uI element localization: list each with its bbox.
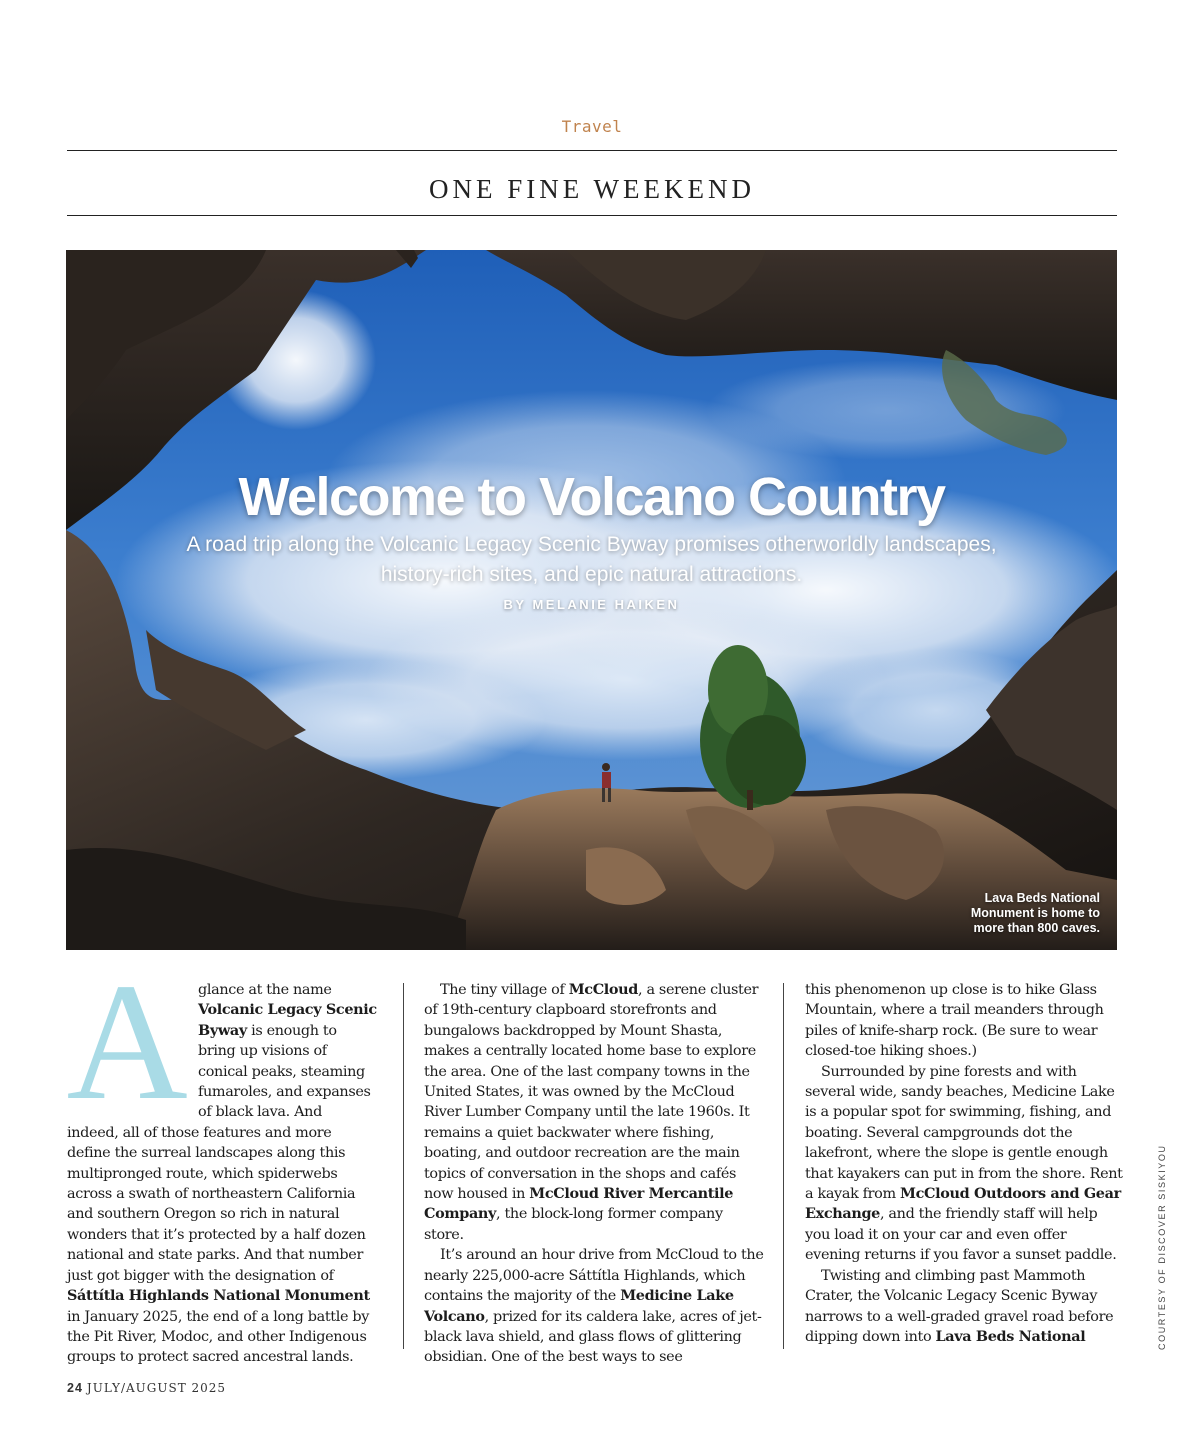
col2-bold-mercantile: McCloud River Mercantile Company xyxy=(424,1185,734,1223)
article-headline: Welcome to Volcano Country xyxy=(238,467,945,527)
col2-text-p2c: , prized for its caldera lake, acres of jet-black lava shield, and glass flows of glittering obsidian. One of the best ways to see xyxy=(424,1308,762,1366)
col2-bold-volcano: Medicine Lake Volcano xyxy=(424,1287,734,1325)
photo-credit: COURTESY OF DISCOVER SISKIYOU xyxy=(1157,1144,1167,1350)
department-title: ONE FINE WEEKEND xyxy=(429,174,755,204)
column-divider-2 xyxy=(783,983,784,1349)
photo-caption: Lava Beds National Monument is home to more than 800 caves. xyxy=(970,891,1100,935)
col3-text-p3a: Twisting and climbing past Mammoth Crater, the Volcanic Legacy Scenic Byway narrows to a well-graded gravel road before dipping down into xyxy=(805,1267,1114,1345)
col3-text-p2c: , and the friendly staff will help you load it on your car and even offer evening returns if you favor a sunset paddle. xyxy=(805,1206,1117,1264)
dropcap-letter: A xyxy=(67,980,187,1104)
article-column-3 xyxy=(805,980,1125,1347)
col1-bold-byway: Volcanic Legacy Scenic Byway xyxy=(198,1001,377,1039)
col1-text-c: is enough to bring up visions of conical peaks, steaming fumaroles, and expanses of black lava. And indeed, all of those features and more define the surreal landscapes along this multipronged route, which spiderwebs across a swath of northeastern California and southern Oregon so rich in natural wonders that it’s protected by a half dozen national and state parks. And that number just got bigger with the designation of xyxy=(67,1022,371,1284)
article-column-1 xyxy=(67,980,377,1368)
article-column-2 xyxy=(424,980,764,1368)
article-byline: BY MELANIE HAIKEN xyxy=(503,597,680,612)
section-tag: Travel xyxy=(561,117,623,136)
column-divider-1 xyxy=(403,983,404,1349)
col2-bold-mccloud: McCloud xyxy=(568,981,638,998)
col1-text-e: in January 2025, the end of a long battle by the Pit River, Modoc, and other Indigenous groups to protect sacred ancestral lands. xyxy=(67,1308,370,1366)
col1-text-a: glance at the name xyxy=(198,982,332,998)
header-rule-top xyxy=(67,150,1117,151)
page-number: 24 xyxy=(67,1381,83,1395)
col1-bold-monument: Sáttítla Highlands National Monument xyxy=(67,1287,370,1305)
col3-text-p1: this phenomenon up close is to hike Glass Mountain, where a trail meanders through piles of knife-sharp rock. (Be sure to wear closed-toe hiking shoes.) xyxy=(805,982,1104,1060)
page-folio xyxy=(67,1381,226,1395)
header-rule-bottom xyxy=(67,215,1117,216)
col2-text-c: , a serene cluster of 19th-century clapboard storefronts and bungalows backdropped by Mount Shasta, makes a centrally located home base to explore the area. One of the last company towns in the United States, it was owned by the McCloud River Lumber Company until the late 1960s. It remains a quiet backwater where fishing, boating, and outdoor recreation are the main topics of conversation in the shops and cafés now housed in xyxy=(424,982,759,1203)
col2-text-e: , the block-long former company store. xyxy=(424,1206,723,1243)
col2-text-p2a: It’s around an hour drive from McCloud to the nearly 225,000-acre Sáttítla Highlands, which contains the majority of the xyxy=(424,1247,764,1305)
issue-date: JULY/AUGUST 2025 xyxy=(86,1381,227,1395)
col3-bold-outdoors: McCloud Outdoors and Gear Exchange xyxy=(805,1185,1121,1223)
col3-bold-lavabeds: Lava Beds National xyxy=(935,1327,1086,1345)
col3-text-p2a: Surrounded by pine forests and with several wide, sandy beaches, Medicine Lake is a popular spot for swimming, fishing, and boating. Several campgrounds dot the lakefront, where the slope is gentle enough that kayakers can put in from the shore. Rent a kayak from xyxy=(805,1063,1123,1203)
col2-text-a: The tiny village of xyxy=(440,982,569,998)
dropcap xyxy=(67,980,187,1104)
article-dek: A road trip along the Volcanic Legacy Scenic Byway promises otherworldly landscapes, history-rich sites, and epic natural attractions. xyxy=(186,533,997,586)
